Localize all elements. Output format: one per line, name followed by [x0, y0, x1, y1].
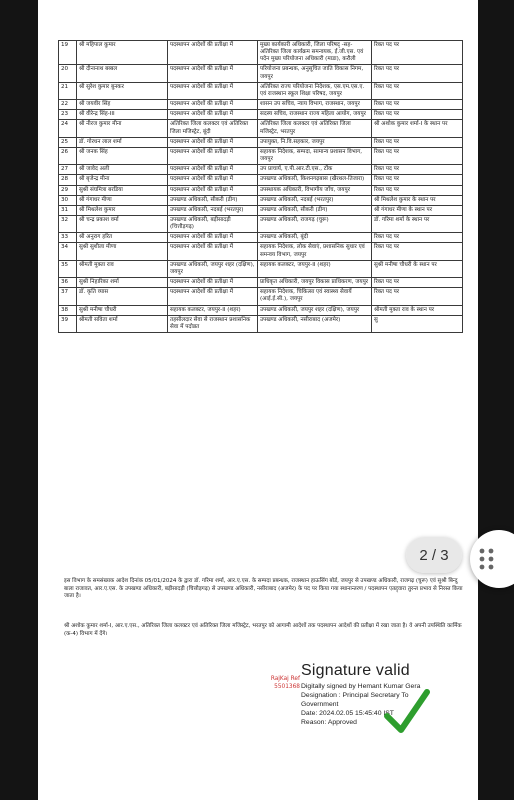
serial-number-cell: 26: [59, 147, 77, 164]
table-row: [59, 120, 463, 137]
current-post-cell: पदस्थापन आदेशों की प्रतीक्षा में: [168, 147, 258, 164]
current-post-cell: पदस्थापन आदेशों की प्रतीक्षा में: [168, 137, 258, 147]
table-row: [59, 205, 463, 215]
remarks-cell: रिक्त पद पर: [372, 82, 463, 99]
officer-name-cell: श्री वीरेन्द्र सिंह-III: [77, 110, 168, 120]
current-post-cell: पदस्थापन आदेशों की प्रतीक्षा में: [168, 165, 258, 175]
table-row: [59, 278, 463, 288]
serial-number-cell: 34: [59, 243, 77, 260]
officer-name-cell: श्री जावेद अली: [77, 165, 168, 175]
officer-name-cell: श्री मिथलेश कुमार: [77, 205, 168, 215]
new-post-cell: शासन उप सचिव, न्याय विभाग, राजस्थान, जयपुर: [258, 100, 372, 110]
signer-designation: Designation : Principal Secretary To: [301, 691, 409, 699]
serial-number-cell: 19: [59, 41, 77, 65]
new-post-cell: सहायक कलक्टर, जयपुर-II (शहर): [258, 260, 372, 277]
new-post-cell: उपखण्ड अधिकारी, सीकरी (डीग): [258, 205, 372, 215]
officer-name-cell: श्री दीनानाथ बब्बल: [77, 65, 168, 82]
current-post-cell: पदस्थापन आदेशों की प्रतीक्षा में: [168, 82, 258, 99]
current-post-cell: उपखण्ड अधिकारी, जयपुर शहर (दक्षिण), जयपुर: [168, 260, 258, 277]
table-row: [59, 185, 463, 195]
officer-name-cell: श्री जयवीर सिंह: [77, 100, 168, 110]
document-page: [38, 0, 478, 800]
remarks-cell: श्री गंगाधर मीणा के स्थान पर: [372, 205, 463, 215]
current-post-cell: पदस्थापन आदेशों की प्रतीक्षा में: [168, 175, 258, 185]
table-row: [59, 175, 463, 185]
signature-date: Date: 2024.02.05 15:45:40 IST: [301, 709, 394, 717]
ref-number: 5501368: [274, 683, 300, 690]
serial-number-cell: 30: [59, 195, 77, 205]
serial-number-cell: 33: [59, 233, 77, 243]
remarks-cell: रिक्त पद पर: [372, 233, 463, 243]
officer-name-cell: सुश्री संघमित्रा बरडिया: [77, 185, 168, 195]
signed-by: Digitally signed by Hemant Kumar Gera: [301, 683, 421, 690]
page-indicator[interactable]: [406, 537, 462, 573]
table-row: [59, 41, 463, 65]
new-post-cell: उपायुक्त, नि.वि.सहकार, जयपुर: [258, 137, 372, 147]
serial-number-cell: 25: [59, 137, 77, 147]
current-post-cell: पदस्थापन आदेशों की प्रतीक्षा में: [168, 185, 258, 195]
serial-number-cell: 24: [59, 120, 77, 137]
grid-dots-icon: [478, 547, 504, 571]
table-row: [59, 215, 463, 232]
current-post-cell: उपखण्ड अधिकारी, नदबई (भरतपुर): [168, 205, 258, 215]
serial-number-cell: 20: [59, 65, 77, 82]
serial-number-cell: 36: [59, 278, 77, 288]
current-post-cell: पदस्थापन आदेशों की प्रतीक्षा में: [168, 41, 258, 65]
rajkaj-reference: [258, 676, 300, 691]
serial-number-cell: 31: [59, 205, 77, 215]
serial-number-cell: 21: [59, 82, 77, 99]
serial-number-cell: 39: [59, 315, 77, 332]
current-post-cell: सहायक कलक्टर, जयपुर-II (शहर): [168, 305, 258, 315]
new-post-cell: सदस्य सचिव, राजस्थान राज्य महिला आयोग, जयपुर: [258, 110, 372, 120]
remarks-cell: सुश्री मनीषा चौधरी के स्थान पर: [372, 260, 463, 277]
table-row: [59, 82, 463, 99]
current-post-cell: पदस्थापन आदेशों की प्रतीक्षा में: [168, 65, 258, 82]
awaiting-posting-note: श्री अशोक कुमार शर्मा-I, आर.ए.एस., अतिरिक्त जिला कलक्टर एवं अतिरिक्त जिला मजिस्ट्रेट, भरतपुर को आगामी आदेशों तक पदस्थापन आदेशों की प्रतीक्षा में रखा जाता है। वे अपनी उपस्थिति कार्मिक (क-4) विभाग में देंगे।: [64, 623, 462, 637]
table-row: [59, 195, 463, 205]
officer-name-cell: श्री महिपाल कुमार: [77, 41, 168, 65]
serial-number-cell: 23: [59, 110, 77, 120]
new-post-cell: उप प्राचार्य, ए.पी.आर.टी.एस., टोंक: [258, 165, 372, 175]
serial-number-cell: 38: [59, 305, 77, 315]
officer-name-cell: श्रीमती मुक्ता राव: [77, 260, 168, 277]
serial-number-cell: 28: [59, 175, 77, 185]
current-post-cell: पदस्थापन आदेशों की प्रतीक्षा में: [168, 243, 258, 260]
ref-label: RajKaj Ref: [270, 676, 300, 682]
new-post-cell: अतिरिक्त जिला कलक्टर एवं अतिरिक्त जिला मजिस्ट्रेट, भरतपुर: [258, 120, 372, 137]
remarks-cell: रिक्त पद पर: [372, 147, 463, 164]
current-post-cell: पदस्थापन आदेशों की प्रतीक्षा में: [168, 278, 258, 288]
officer-name-cell: श्री सुरेश कुमार बुनकर: [77, 82, 168, 99]
officer-name-cell: श्री चन्द्र प्रकाश वर्मा: [77, 215, 168, 232]
current-post-cell: पदस्थापन आदेशों की प्रतीक्षा में: [168, 233, 258, 243]
officer-name-cell: सुश्री मनीषा चौधरी: [77, 305, 168, 315]
table-row: [59, 147, 463, 164]
current-post-cell: तहसीलदार सेवा से राजस्थान प्रशासनिक सेवा में पदोन्नत: [168, 315, 258, 332]
table-row: [59, 65, 463, 82]
new-post-cell: मुख्य कार्यकारी अधिकारी, जिला परिषद् -सह- अतिरिक्त जिला कार्यक्रम समन्वयक, ई.जी.एस. एवं पदेन मुख्य परियोजना अधिकारी (माडा), करौली: [258, 41, 372, 65]
current-post-cell: पदस्थापन आदेशों की प्रतीक्षा में: [168, 288, 258, 305]
current-post-cell: पदस्थापन आदेशों की प्रतीक्षा में: [168, 100, 258, 110]
serial-number-cell: 35: [59, 260, 77, 277]
remarks-cell: श्री मिथलेश कुमार के स्थान पर: [372, 195, 463, 205]
officer-name-cell: डॉ. कृति व्यास: [77, 288, 168, 305]
remarks-cell: रिक्त पद पर: [372, 165, 463, 175]
current-post-cell: अतिरिक्त जिला कलक्टर एवं अतिरिक्त जिला मजिस्ट्रेट, बूंदी: [168, 120, 258, 137]
new-post-cell: सहायक निदेशक, सम्पदा, सामान्य प्रशासन विभाग, जयपुर: [258, 147, 372, 164]
new-post-cell: परियोजना प्रबन्धक, अनुसूचित जाति विकास निगम, जयपुर: [258, 65, 372, 82]
officer-name-cell: सुश्री निहारिका शर्मा: [77, 278, 168, 288]
serial-number-cell: 29: [59, 185, 77, 195]
officer-name-cell: श्री अनुराग हरित: [77, 233, 168, 243]
remarks-cell: रिक्त पद पर: [372, 288, 463, 305]
officer-name-cell: श्री नीरज कुमार मीना: [77, 120, 168, 137]
remarks-cell: रिक्त पद पर: [372, 110, 463, 120]
remarks-cell: श्रीमती मुक्ता राव के स्थान पर: [372, 305, 463, 315]
cancellation-note: इस विभाग के समसंख्यक आदेश दिनांक 05/01/2024 के द्वारा डॉ. गरिमा शर्मा, आर.ए.एस. के सम्पदा प्रबन्धक, राजस्थान हाऊसिंग बोर्ड, जयपुर से उपखण्ड अधिकारी, राजगढ़ (चुरू) एवं सुश्री बिन्दु बाला राजावत, आर.ए.एस. के उपखण्ड अधिकारी, बड़ीसादड़ी (चित्तौड़गढ़) से उपखण्ड अधिकारी, नसीराबाद (अजमेर) के पद पर किया गया स्थानान्तरण / पदस्थापन एतद्द्वारा तुरन्त प्रभाव से निरस्त किया जाता है।: [64, 578, 463, 600]
remarks-cell: रिक्त पद पर: [372, 278, 463, 288]
current-post-cell: पदस्थापन आदेशों की प्रतीक्षा में: [168, 110, 258, 120]
table-row: [59, 137, 463, 147]
new-post-cell: सहायक निदेशक, चिकित्सा एवं स्वास्थ्य सेवायें (आई.ई.सी.), जयपुर: [258, 288, 372, 305]
new-post-cell: उपखण्ड अधिकारी, बूंदी: [258, 233, 372, 243]
new-post-cell: प्राधिकृत अधिकारी, जयपुर विकास प्राधिकरण, जयपुर: [258, 278, 372, 288]
table-row: [59, 260, 463, 277]
table-row: [59, 288, 463, 305]
current-post-cell: उपखण्ड अधिकारी, बड़ीसादड़ी (चित्तौड़गढ़): [168, 215, 258, 232]
signature-status: Signature valid: [301, 662, 410, 679]
remarks-cell: रिक्त पद पर: [372, 175, 463, 185]
remarks-cell: सु: [372, 315, 463, 332]
officer-name-cell: श्रीमती सविता शर्मा: [77, 315, 168, 332]
serial-number-cell: 37: [59, 288, 77, 305]
table-row: [59, 243, 463, 260]
officer-name-cell: डॉ. गोरधन लाल शर्मा: [77, 137, 168, 147]
officer-name-cell: सुश्री सुशीला मीणा: [77, 243, 168, 260]
current-post-cell: उपखण्ड अधिकारी, सीकरी (डीग): [168, 195, 258, 205]
serial-number-cell: 22: [59, 100, 77, 110]
new-post-cell: उपस्थायक अधिकारी, विभागीय जाँच, जयपुर: [258, 185, 372, 195]
table-row: [59, 110, 463, 120]
page-indicator-text: 2 / 3: [419, 546, 449, 564]
new-post-cell: उपखण्ड अधिकारी, जयपुर शहर (दक्षिण), जयपुर: [258, 305, 372, 315]
table-row: [59, 165, 463, 175]
remarks-cell: रिक्त पद पर: [372, 185, 463, 195]
table-row: [59, 315, 463, 332]
signer-designation-cont: Government: [301, 700, 339, 708]
remarks-cell: रिक्त पद पर: [372, 65, 463, 82]
new-post-cell: उपखण्ड अधिकारी, नदबई (भरतपुर): [258, 195, 372, 205]
new-post-cell: सहायक निदेशक, लोक सेवाएं, प्रशासनिक सुधार एवं समन्वय विभाग, जयपुर: [258, 243, 372, 260]
remarks-cell: रिक्त पद पर: [372, 243, 463, 260]
transfer-orders-table: [58, 40, 463, 333]
new-post-cell: उपखण्ड अधिकारी, राजगढ़ (चुरू): [258, 215, 372, 232]
new-post-cell: उपखण्ड अधिकारी, किशनगढ़बास (खैरथल-तिजारा): [258, 175, 372, 185]
table-row: [59, 100, 463, 110]
remarks-cell: श्री अशोक कुमार शर्मा-I के स्थान पर: [372, 120, 463, 137]
table-row: [59, 305, 463, 315]
new-post-cell: उपखण्ड अधिकारी, नसीराबाद (अजमेर): [258, 315, 372, 332]
remarks-cell: रिक्त पद पर: [372, 100, 463, 110]
officer-name-cell: श्री गंगाधर मीणा: [77, 195, 168, 205]
signature-reason: Reason: Approved: [301, 718, 357, 726]
officer-name-cell: श्री बृजेन्द्र मीना: [77, 175, 168, 185]
serial-number-cell: 32: [59, 215, 77, 232]
remarks-cell: रिक्त पद पर: [372, 137, 463, 147]
new-post-cell: अतिरिक्त राज्य परियोजना निदेशक, एस.एम.एस.ए. एवं राजस्थान स्कूल शिक्षा परिषद, जयपुर: [258, 82, 372, 99]
remarks-cell: डॉ. गरिमा शर्मा के स्थान पर: [372, 215, 463, 232]
table-row: [59, 233, 463, 243]
remarks-cell: रिक्त पद पर: [372, 41, 463, 65]
officer-name-cell: श्री जनक सिंह: [77, 147, 168, 164]
serial-number-cell: 27: [59, 165, 77, 175]
signature-valid-check-icon: [383, 686, 431, 736]
